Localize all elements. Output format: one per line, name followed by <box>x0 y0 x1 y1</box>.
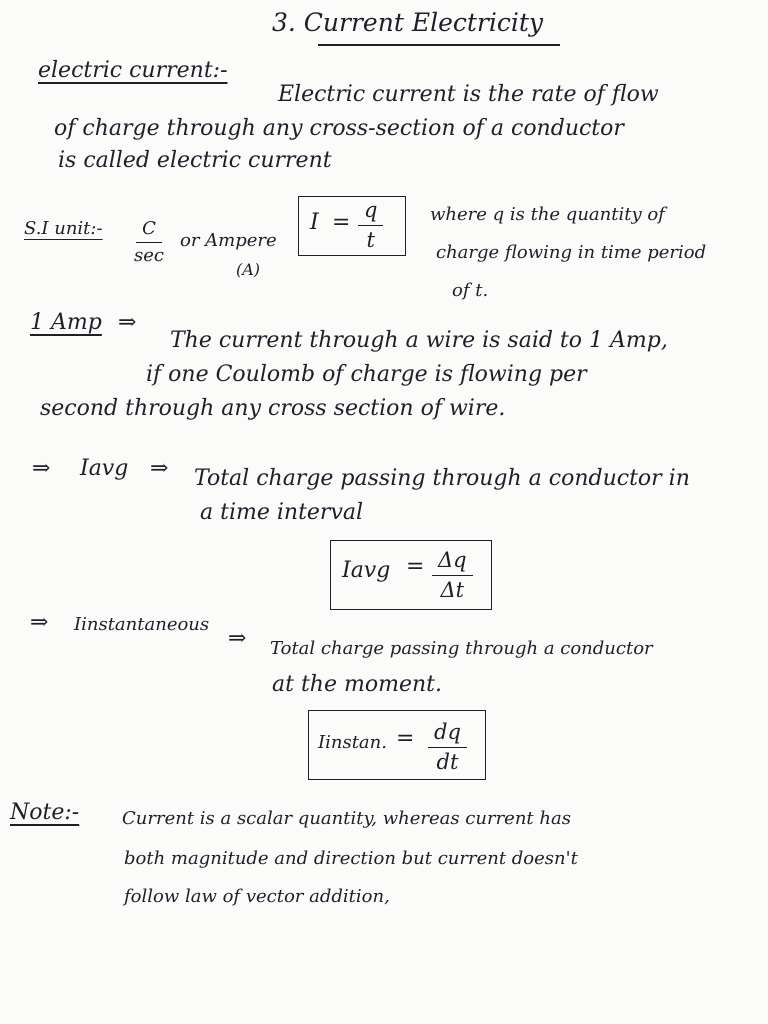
iinst-formula-num: dq <box>428 722 467 748</box>
iavg-formula-eq: = <box>406 554 425 579</box>
si-unit-or-text: or Ampere <box>180 230 277 251</box>
si-unit-num: C <box>136 220 162 243</box>
amp-label: 1 Amp <box>30 310 102 335</box>
formula-main-eq: = <box>332 210 351 235</box>
page-title: 3. Current Electricity <box>272 8 544 37</box>
def-line-2: of charge through any cross-section of a conductor <box>54 116 624 141</box>
iinst-bullet: ⇒ <box>30 610 49 635</box>
iavg-line-2: a time interval <box>200 500 364 525</box>
iinst-line-2: at the moment. <box>272 672 442 697</box>
iavg-formula-den: Δt <box>440 578 465 602</box>
note-line-1: Current is a scalar quantity, whereas current has <box>122 808 571 829</box>
formula-main-lhs: I <box>310 210 319 235</box>
formula-main-den: t <box>366 228 375 252</box>
si-unit-abbr: (A) <box>236 260 261 279</box>
si-unit-fraction <box>134 220 164 265</box>
si-unit-den: sec <box>134 245 164 266</box>
where-line-1: where q is the quantity of <box>430 204 665 225</box>
iavg-formula-lhs: Iavg <box>342 558 391 583</box>
iavg-arrow: ⇒ <box>150 456 169 481</box>
formula-main-num: q <box>358 200 383 226</box>
def-line-3: is called electric current <box>58 148 332 173</box>
where-line-3: of t. <box>452 280 489 301</box>
note-label: Note:- <box>10 800 80 825</box>
iavg-formula-fraction <box>432 550 473 601</box>
iavg-line-1: Total charge passing through a conductor in <box>194 466 690 491</box>
def-heading: electric current:- <box>38 58 228 83</box>
iinst-line-1: Total charge passing through a conductor <box>270 638 653 659</box>
iavg-formula-num: Δq <box>432 550 473 576</box>
amp-line-2: if one Coulomb of charge is flowing per <box>146 362 587 387</box>
note-line-3: follow law of vector addition, <box>124 886 390 907</box>
where-line-2: charge flowing in time period <box>436 242 707 263</box>
amp-arrow: ⇒ <box>118 310 137 335</box>
iinst-formula-lhs: Iinstan. <box>318 732 387 753</box>
note-line-2: both magnitude and direction but current doesn't <box>124 848 578 869</box>
iavg-label: Iavg <box>80 456 129 481</box>
iinst-formula-den: dt <box>436 750 459 774</box>
formula-main-fraction <box>358 200 383 251</box>
iinst-label: Iinstantaneous <box>74 614 210 635</box>
amp-line-3: second through any cross section of wire. <box>40 396 506 421</box>
def-line-1: Electric current is the rate of flow <box>278 82 659 107</box>
iavg-bullet: ⇒ <box>32 456 51 481</box>
amp-line-1: The current through a wire is said to 1 Amp, <box>170 328 668 353</box>
iinst-arrow: ⇒ <box>228 626 247 651</box>
iinst-formula-fraction <box>428 722 467 773</box>
si-unit-label: S.I unit:- <box>24 218 103 239</box>
title-underline <box>318 44 560 46</box>
iinst-formula-eq: = <box>396 726 415 751</box>
